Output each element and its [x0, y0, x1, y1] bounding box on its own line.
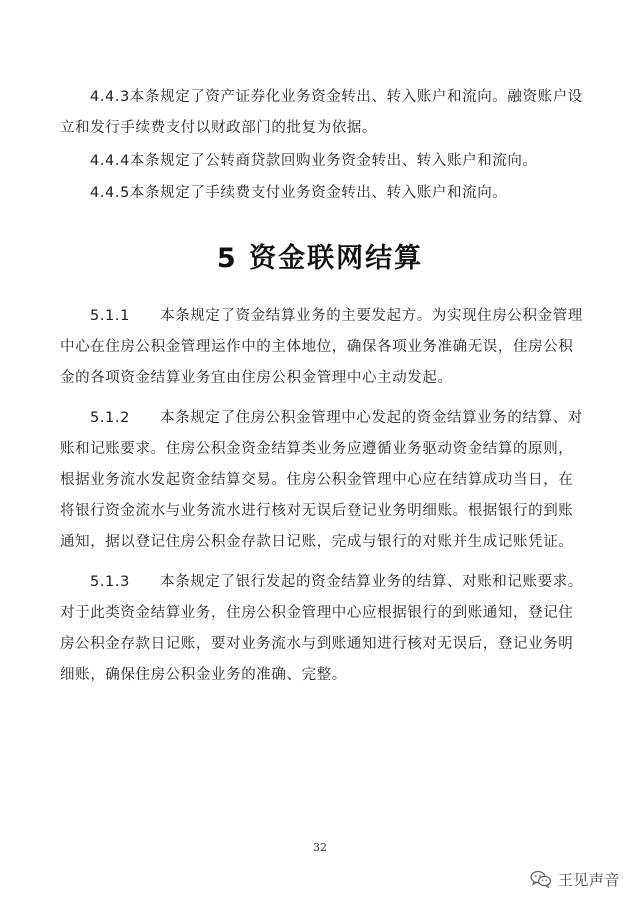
text-line: 通知，据以登记住房公积金存款日记账，完成与银行的对账并生成记账凭证。 — [60, 534, 574, 550]
text-line: 将银行资金流水与业务流水进行核对无误后登记业务明细账。根据银行的到账 — [60, 503, 574, 519]
text-line: 房公积金存款日记账，要对业务流水与到账通知进行核对无误后，登记业务明 — [60, 636, 574, 652]
watermark — [530, 866, 620, 892]
paragraph-4-4-5 — [60, 178, 580, 209]
text-line: 4.4.3本条规定了资产证券化业务资金转出、转入账户和流向。融资账户设 — [90, 89, 583, 105]
text-line: 细账，确保住房公积金业务的准确、完整。 — [60, 667, 347, 683]
text-line: 5.1.3 本条规定了银行发起的资金结算业务的结算、对账和记账要求。 — [90, 574, 583, 590]
text-line: 4.4.5本条规定了手续费支付业务资金转出、转入账户和流向。 — [90, 185, 508, 201]
paragraph-4-4-4 — [60, 146, 580, 177]
text-line: 中心在住房公积金管理运作中的主体地位，确保各项业务准确无误，住房公积 — [60, 339, 574, 355]
paragraph-5-1-2 — [60, 403, 583, 558]
paragraph-5-1-3 — [60, 567, 583, 691]
text-line: 账和记账要求。住房公积金资金结算类业务应遵循业务驱动资金结算的原则， — [60, 441, 574, 457]
page-number: 32 — [313, 841, 327, 854]
text-line: 立和发行手续费支付以财政部门的批复为依据。 — [60, 120, 378, 136]
text-line: 对于此类资金结算业务，住房公积金管理中心应根据银行的到账通知，登记住 — [60, 605, 574, 621]
paragraph-5-1-1 — [60, 301, 583, 394]
text-line: 5.1.2 本条规定了住房公积金管理中心发起的资金结算业务的结算、对 — [90, 410, 583, 426]
section-heading: 5 资金联网结算 — [216, 243, 424, 274]
text-line: 金的各项资金结算业务宜由住房公积金管理中心主动发起。 — [60, 370, 453, 386]
text-line: 5.1.1 本条规定了资金结算业务的主要发起方。为实现住房公积金管理 — [90, 308, 583, 324]
paragraph-4-4-3 — [60, 82, 583, 144]
text-line: 根据业务流水发起资金结算交易。住房公积金管理中心应在结算成功当日，在 — [60, 472, 574, 488]
wechat-icon — [530, 870, 552, 888]
watermark-text: 王见声音 — [557, 870, 620, 889]
text-line: 4.4.4本条规定了公转商贷款回购业务资金转出、转入账户和流向。 — [90, 153, 538, 169]
